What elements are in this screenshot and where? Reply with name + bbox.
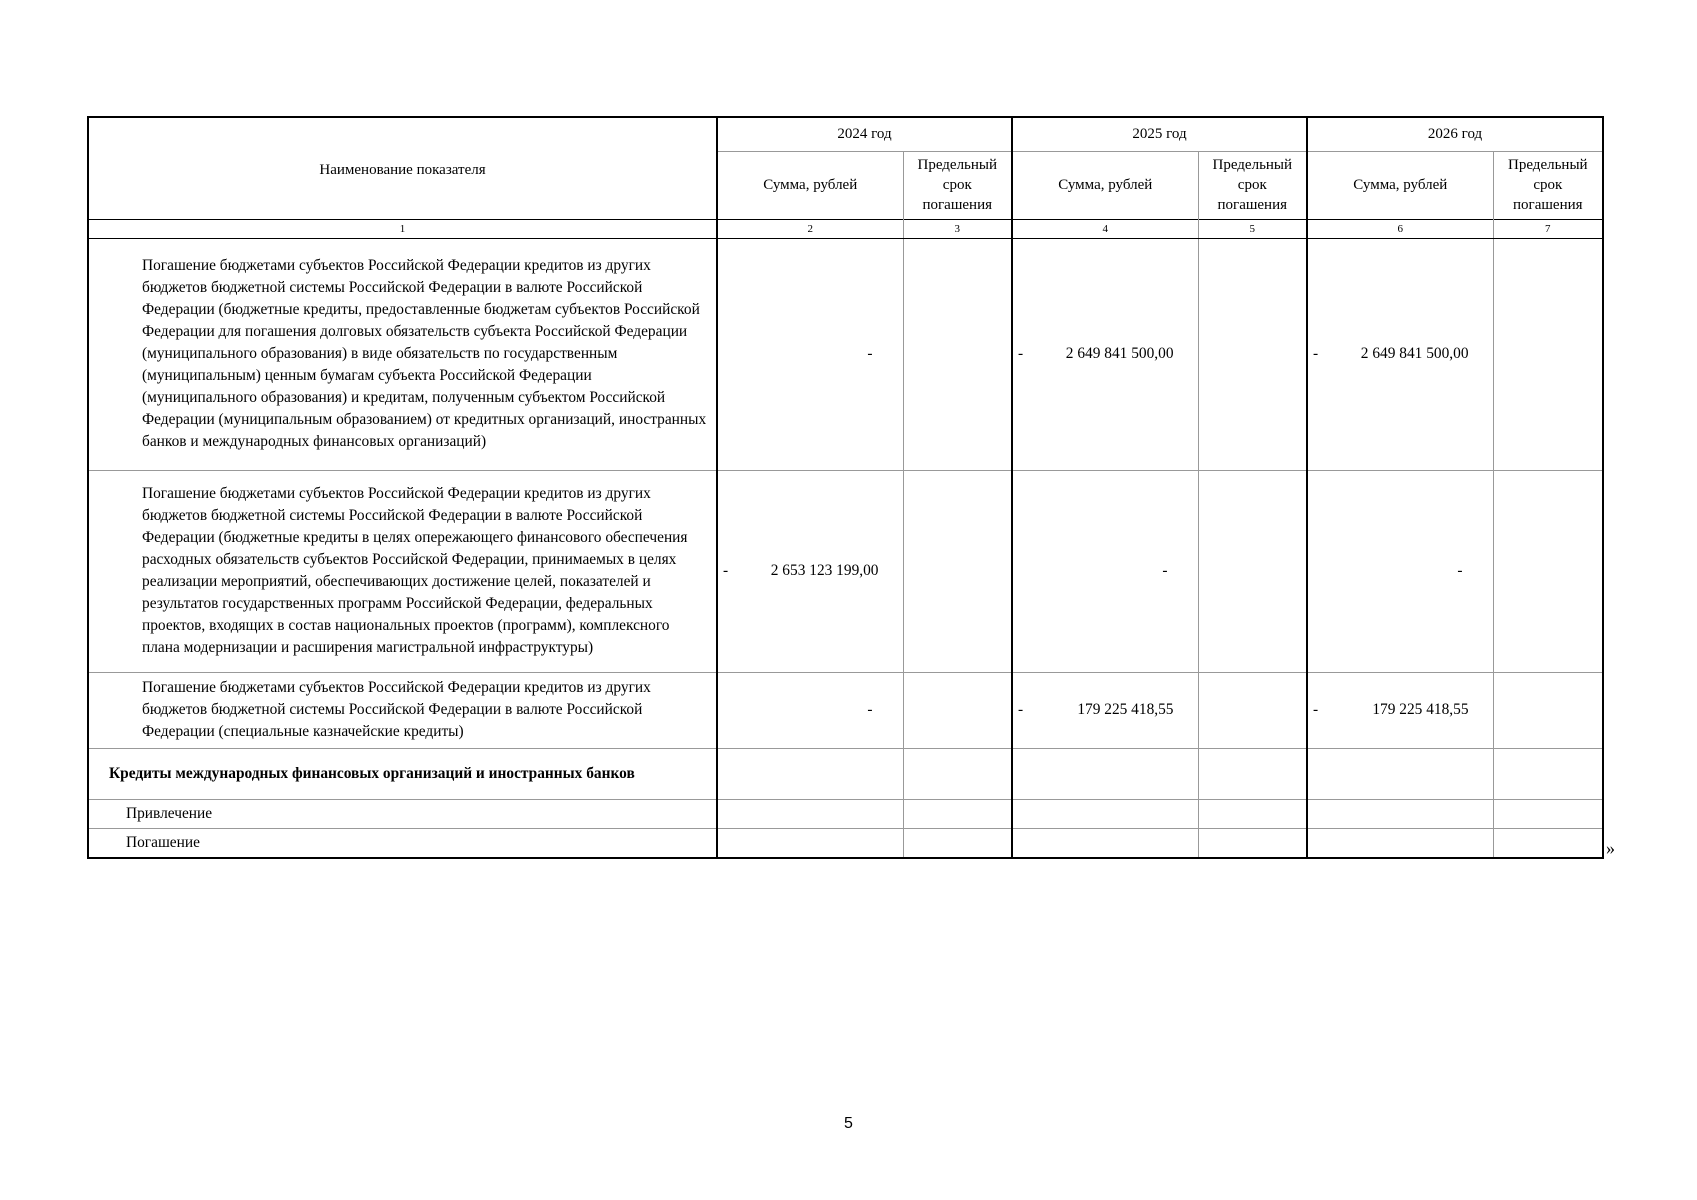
col-number-2: 2 <box>717 219 903 238</box>
header-sum-2025: Сумма, рублей <box>1012 151 1198 219</box>
section-title: Кредиты международных финансовых организаций и иностранных банков <box>88 748 717 799</box>
empty-cell <box>1493 799 1603 828</box>
minus-sign: - <box>1313 345 1319 362</box>
term-2024 <box>903 470 1012 672</box>
row-name: Привлечение <box>88 799 717 828</box>
minus-sign: - <box>1313 701 1319 718</box>
sum-2024 <box>717 470 903 672</box>
term-2026 <box>1493 470 1603 672</box>
empty-cell <box>1012 748 1198 799</box>
empty-cell <box>1307 799 1493 828</box>
empty-cell <box>717 799 903 828</box>
empty-cell <box>1198 748 1307 799</box>
row-name: Погашение <box>88 828 717 858</box>
empty-cell <box>1307 748 1493 799</box>
term-2026 <box>1493 672 1603 748</box>
sum-2025 <box>1012 672 1198 748</box>
term-line-1: Предельный <box>1212 157 1293 173</box>
term-line-2: срок <box>1237 177 1267 193</box>
empty-cell <box>1198 799 1307 828</box>
header-sum-2026: Сумма, рублей <box>1307 151 1493 219</box>
table-row <box>88 828 1603 858</box>
term-2025 <box>1198 672 1307 748</box>
table-row <box>88 672 1603 748</box>
term-line-3: погашения <box>922 197 992 213</box>
col-number-1: 1 <box>88 219 717 238</box>
sum-2026: - <box>1307 470 1493 672</box>
sum-2025 <box>1012 238 1198 470</box>
col-number-6: 6 <box>1307 219 1493 238</box>
term-2024 <box>903 672 1012 748</box>
header-sum-2024: Сумма, рублей <box>763 177 858 193</box>
amount-value: 179 225 418,55 <box>1372 701 1469 718</box>
table-row <box>88 470 1603 672</box>
term-line-3: погашения <box>1513 197 1583 213</box>
col-number-3: 3 <box>903 219 1012 238</box>
empty-cell <box>1493 748 1603 799</box>
term-2026 <box>1493 238 1603 470</box>
empty-cell <box>1493 828 1603 858</box>
empty-cell <box>717 748 903 799</box>
table-row <box>88 748 1603 799</box>
empty-cell <box>903 828 1012 858</box>
row-name: Погашение бюджетами субъектов Российской Федерации кредитов из других бюджетов бюджетной системы Российской Федерации в валюте Российской Федерации (бюджетные кредиты, предоставленные бюджетам субъектов Российской Федерации для погашения долговых обязательств субъекта Российской Федерации (муниципального образования) в виде обязательств по государственным (муниципальным) ценным бумагам субъекта Российской Федерации (муниципального образования) и кредитам, полученным субъектом Российской Федерации (муниципальным образованием) от кредитных организаций, иностранных банков и международных финансовых организаций) <box>88 238 717 470</box>
term-line-1: Предельный <box>1508 157 1588 173</box>
minus-sign: - <box>1018 701 1024 718</box>
minus-sign: - <box>1018 345 1024 362</box>
empty-cell <box>903 799 1012 828</box>
table-row <box>88 238 1603 470</box>
budget-table <box>87 116 1604 859</box>
budget-table-container <box>87 116 1602 859</box>
header-year-2025: 2025 год <box>1012 117 1307 151</box>
minus-sign: - <box>723 562 729 579</box>
amount-value: 2 653 123 199,00 <box>770 562 879 579</box>
header-name-column: Наименование показателя <box>88 117 717 219</box>
table-row <box>88 799 1603 828</box>
header-year-2026: 2026 год <box>1307 117 1603 151</box>
col-number-4: 4 <box>1012 219 1198 238</box>
amount-value: 2 649 841 500,00 <box>1360 345 1469 362</box>
term-2025 <box>1198 470 1307 672</box>
term-line-3: погашения <box>1217 197 1288 213</box>
empty-cell <box>1012 828 1198 858</box>
term-2024 <box>903 238 1012 470</box>
sum-2026 <box>1307 672 1493 748</box>
term-line-1: Предельный <box>917 157 998 173</box>
header-row-years <box>88 117 1603 151</box>
sum-2024: - <box>717 672 903 748</box>
row-name: Погашение бюджетами субъектов Российской Федерации кредитов из других бюджетов бюджетной системы Российской Федерации в валюте Российской Федерации (специальные казначейские кредиты) <box>88 672 717 748</box>
empty-cell <box>1198 828 1307 858</box>
term-2025 <box>1198 238 1307 470</box>
empty-cell <box>903 748 1012 799</box>
column-numbers-row <box>88 219 1603 238</box>
page-number: 5 <box>844 1115 853 1132</box>
header-year-2024: 2024 год <box>717 117 1012 151</box>
header-term-2024 <box>903 151 1012 219</box>
amount-value: 2 649 841 500,00 <box>1065 345 1174 362</box>
sum-2025: - <box>1012 470 1198 672</box>
row-name: Погашение бюджетами субъектов Российской Федерации кредитов из других бюджетов бюджетной системы Российской Федерации в валюте Российской Федерации (бюджетные кредиты в целях опережающего финансового обеспечения расходных обязательств субъектов Российской Федерации, принимаемых в целях реализации мероприятий, обеспечивающих достижение целей, показателей и результатов государственных программ Российской Федерации, федеральных проектов, входящих в состав национальных проектов (программ), комплексного плана модернизации и расширения магистральной инфраструктуры) <box>88 470 717 672</box>
sum-2026 <box>1307 238 1493 470</box>
col-number-7: 7 <box>1493 219 1603 238</box>
term-line-2: срок <box>942 177 972 193</box>
empty-cell <box>1307 828 1493 858</box>
empty-cell <box>717 828 903 858</box>
empty-cell <box>1012 799 1198 828</box>
header-term-2026 <box>1493 151 1603 219</box>
closing-quote-mark: » <box>1606 838 1615 858</box>
amount-value: 179 225 418,55 <box>1077 701 1174 718</box>
term-line-2: срок <box>1533 177 1563 193</box>
sum-2024: - <box>717 238 903 470</box>
col-number-5: 5 <box>1198 219 1307 238</box>
header-term-2025 <box>1198 151 1307 219</box>
